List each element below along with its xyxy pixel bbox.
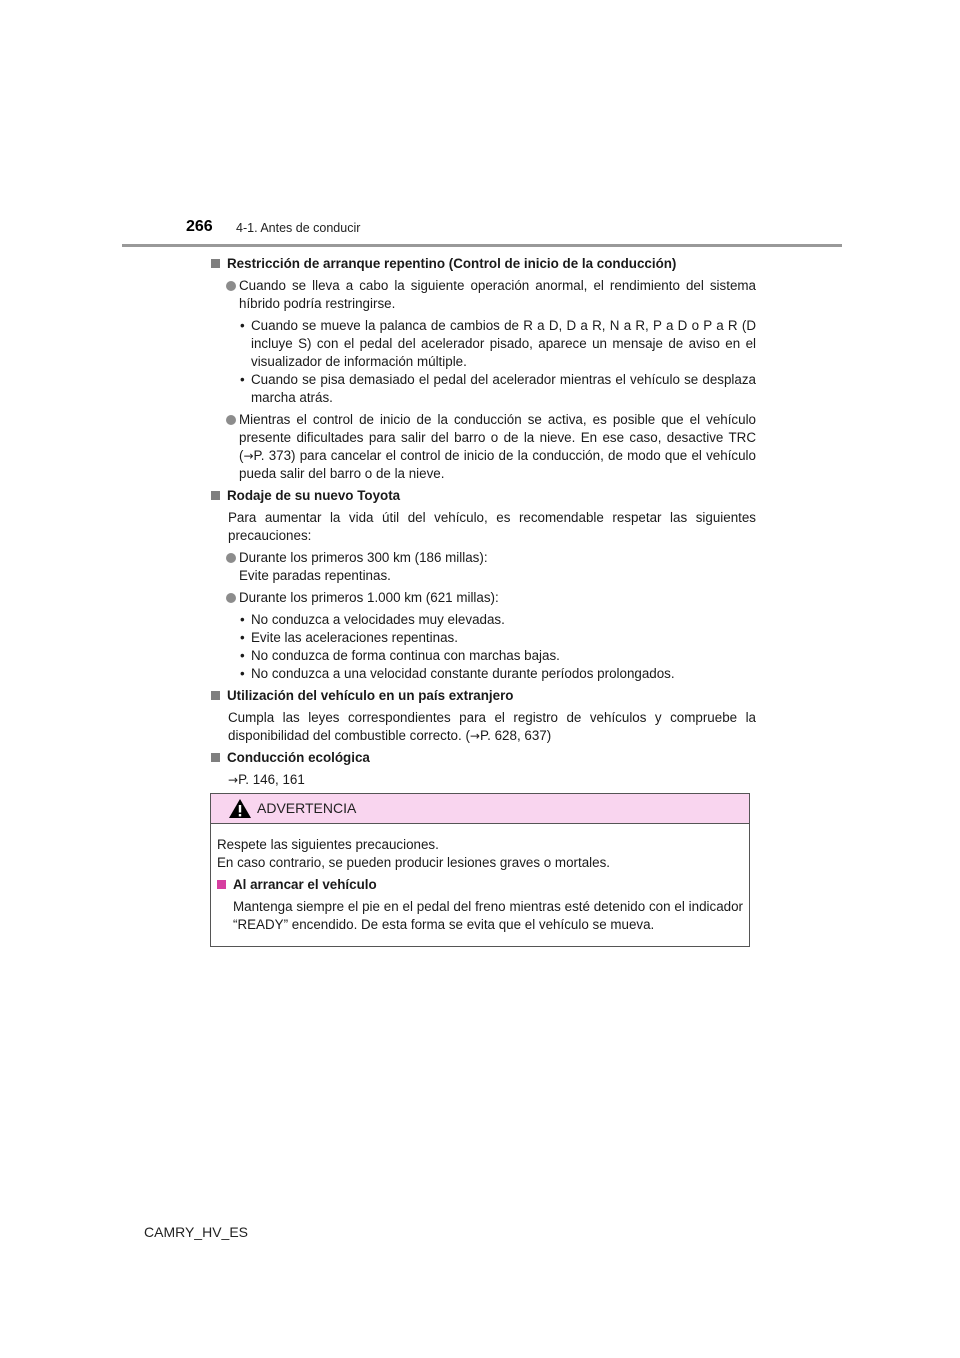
square-bullet-icon — [211, 691, 220, 700]
warning-paragraph: Mantenga siempre el pie en el pedal del freno mientras esté detenido con el indicador “READY” encendido. De esta forma se evita que el vehículo se mueva. — [233, 899, 743, 932]
list-item: Durante los primeros 1.000 km (621 millas): — [211, 589, 756, 607]
warning-triangle-icon — [228, 798, 252, 819]
sub-list-item: • No conduzca a velocidades muy elevadas. — [240, 612, 505, 627]
circle-bullet-icon — [226, 593, 236, 603]
sub-list-item: • Evite las aceleraciones repentinas. — [240, 630, 458, 645]
paragraph: Para aumentar la vida útil del vehículo, es recomendable respetar las siguientes precauciones: — [228, 510, 756, 543]
header-rule — [122, 244, 842, 247]
warning-text: Respete las siguientes precauciones. — [217, 837, 439, 852]
section-heading: Rodaje de su nuevo Toyota — [211, 487, 756, 505]
warning-body — [211, 824, 749, 934]
sub-list-item: • No conduzca a una velocidad constante durante períodos prolongados. — [240, 666, 675, 681]
list-item: Durante los primeros 300 km (186 millas): Evite paradas repentinas. — [211, 549, 756, 585]
main-content — [211, 255, 756, 793]
paragraph: Cumpla las leyes correspondientes para el registro de vehículos y compruebe la disponibilidad del combustible correcto. (→P. 628, 637) — [228, 710, 756, 743]
section-heading: Utilización del vehículo en un país extranjero — [211, 687, 756, 705]
arrow-icon: → — [228, 773, 239, 787]
page-header — [186, 218, 886, 244]
page-number: 266 — [186, 218, 213, 235]
warning-title: ADVERTENCIA — [257, 800, 357, 816]
warning-text: En caso contrario, se pueden producir lesiones graves o mortales. — [217, 855, 611, 870]
square-bullet-icon — [211, 491, 220, 500]
warning-box — [210, 793, 750, 947]
document-code: CAMRY_HV_ES — [144, 1224, 249, 1240]
circle-bullet-icon — [226, 415, 236, 425]
warning-heading: Al arrancar el vehículo — [217, 876, 743, 894]
square-bullet-icon — [211, 753, 220, 762]
sub-list-item: • Cuando se mueve la palanca de cambios de R a D, D a R, N a R, P a D o P a R (D incluye S) con el pedal del acelerador pisado, aparece un mensaje de aviso en el visualizador de información múltiple. — [240, 318, 756, 369]
paragraph — [211, 771, 756, 789]
section-heading: Conducción ecológica — [211, 749, 756, 767]
circle-bullet-icon — [226, 553, 236, 563]
section-heading: Restricción de arranque repentino (Control de inicio de la conducción) — [211, 255, 756, 273]
arrow-icon: → — [469, 729, 480, 743]
square-bullet-icon — [217, 880, 226, 889]
list-item: Mientras el control de inicio de la conducción se activa, es posible que el vehículo presente dificultades para salir del barro o de la nieve. En ese caso, desactive TRC (→P. 373) para cancelar el control de inicio de la conducción, de modo que el vehículo pueda salir del barro o de la nieve. — [211, 411, 756, 483]
section-title: 4-1. Antes de conducir — [236, 221, 361, 235]
page-reference-link[interactable]: P. 373 — [253, 448, 292, 463]
sub-list-item: • Cuando se pisa demasiado el pedal del acelerador mientras el vehículo se desplaza marcha atrás. — [240, 372, 756, 405]
page-reference-link[interactable]: P. 628, 637 — [479, 728, 547, 743]
circle-bullet-icon — [226, 281, 236, 291]
warning-header — [211, 794, 749, 824]
arrow-icon: → — [243, 449, 254, 463]
page-reference-link[interactable]: P. 146, 161 — [238, 772, 305, 787]
list-item: Cuando se lleva a cabo la siguiente operación anormal, el rendimiento del sistema híbrido podría restringirse. — [211, 277, 756, 313]
square-bullet-icon — [211, 259, 220, 268]
sub-list-item: • No conduzca de forma continua con marchas bajas. — [240, 648, 560, 663]
